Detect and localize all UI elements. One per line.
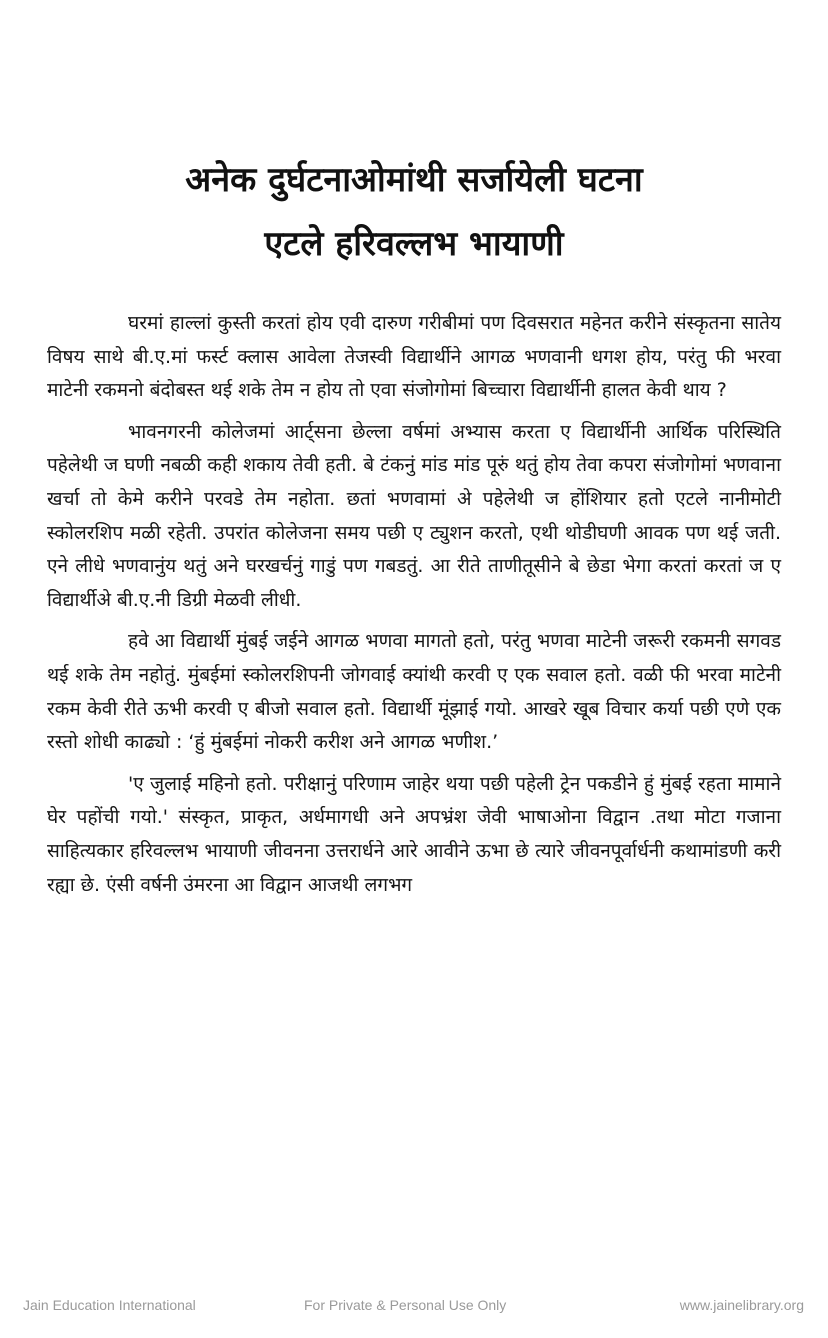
article-body bbox=[47, 307, 781, 902]
paragraph-3: हवे आ विद्यार्थी मुंबई जईने आगळ भणवा मागतो हतो, परंतु भणवा माटेनी जरूरी रकमनी सगवड थई शके तेम नहोतुं. मुंबईमां स्कोलरशिपनी जोगवाई क्यांथी करवी ए एक सवाल हतो. वळी फी भरवा माटेनी रकम केवी रीते ऊभी करवी ए बीजो सवाल हतो. विद्यार्थी मूंझाई गयो. आखरे खूब विचार कर्या पछी एणे एक रस्तो शोधी काढ्यो : ‘हुं मुंबईमां नोकरी करीश अने आगळ भणीश.’ bbox=[47, 630, 781, 754]
footer-publisher: Jain Education International bbox=[23, 1297, 196, 1313]
footer-usage-notice: For Private & Personal Use Only bbox=[304, 1297, 507, 1313]
page-title-line-1: अनेक दुर्घटनाओमांथी सर्जायेली घटना bbox=[185, 160, 643, 200]
paragraph-1: घरमां हाल्लां कुस्ती करतां होय एवी दारुण गरीबीमां पण दिवसरात महेनत करीने संस्कृतना सातेय विषय साथे बी.ए.मां फर्स्ट क्लास आवेला तेजस्वी विद्यार्थीने आगळ भणवानी धगश होय, परंतु फी भरवा माटेनी रकमनो बंदोबस्त थई शके तेम न होय तो एवा संजोगोमां बिच्चारा विद्यार्थीनी हालत केवी थाय ? bbox=[47, 312, 781, 402]
paragraph-4: 'ए जुलाई महिनो हतो. परीक्षानुं परिणाम जाहेर थया पछी पहेली ट्रेन पकडीने हुं मुंबई रहता मामाने घेर पहोंची गयो.' संस्कृत, प्राकृत, अर्धमागधी अने अपभ्रंश जेवी भाषाओना विद्वान .तथा मोटा गजाना साहित्यकार हरिवल्लभ भायाणी जीवनना उत्तरार्धने आरे आवीने ऊभा छे त्यारे जीवनपूर्वार्धनी कथामांडणी करी रह्या छे. एंसी वर्षनी उंमरना आ विद्वान आजथी लगभग bbox=[47, 772, 781, 896]
footer-website-link[interactable]: www.jainelibrary.org bbox=[679, 1297, 804, 1313]
page-title-line-2: एटले हरिवल्लभ भायाणी bbox=[264, 224, 564, 264]
paragraph-2: भावनगरनी कोलेजमां आर्ट्सना छेल्ला वर्षमां अभ्यास करता ए विद्यार्थीनी आर्थिक परिस्थिति पहेलेथी ज घणी नबळी कही शकाय तेवी हती. बे टंकनुं मांड मांड पूरुं थतुं होय तेवा कपरा संजोगोमां भणवाना खर्चा तो केमे करीने परवडे तेम नहोता. छतां भणवामां अे पहेलेथी ज होंशियार हतो एटले नानीमोटी स्कोलरशिप मळी रहेती. उपरांत कोलेजना समय पछी ए ट्युशन करतो, एथी थोडीघणी आवक पण थई जती. एने लीधे भणवानुंय थतुं अने घरखर्चनुं गाडुं पण गबडतुं. आ रीते ताणीतूसीने बे छेडा भेगा करतां करतां ज ए विद्यार्थीअे बी.ए.नी डिग्री मेळवी लीधी. bbox=[47, 420, 781, 611]
page-footer bbox=[0, 1297, 828, 1321]
